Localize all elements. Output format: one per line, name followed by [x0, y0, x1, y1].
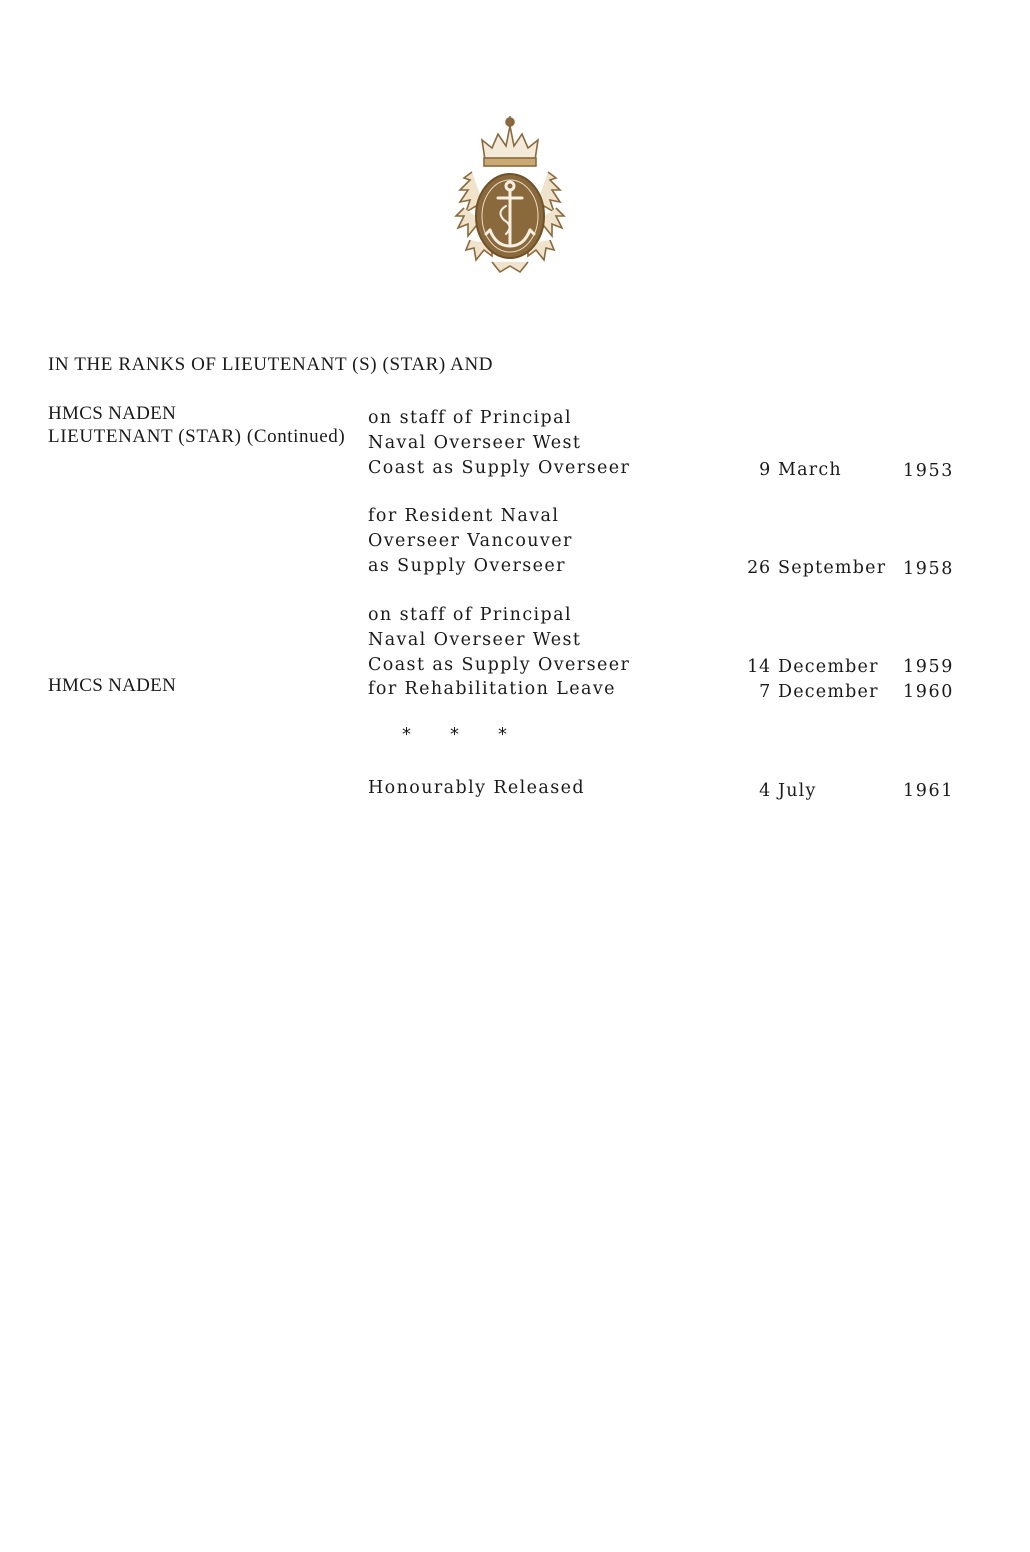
heading-line-1: IN THE RANKS OF LIEUTENANT (S) (STAR) AND: [48, 354, 494, 375]
entry-year: 1953: [903, 461, 954, 481]
entry-month: March: [778, 460, 842, 480]
entry-description-line: as Supply Overseer: [368, 556, 566, 576]
entry-day: 26: [747, 558, 771, 578]
ship-name: HMCS NADEN: [48, 675, 177, 696]
entry-day: 7: [759, 682, 771, 702]
entry-month: September: [778, 558, 887, 578]
naval-crest-icon: [440, 112, 580, 282]
entry-year: 1958: [903, 559, 954, 579]
entry-month: December: [778, 682, 879, 702]
release-year: 1961: [903, 781, 954, 801]
entry-day: 14: [747, 657, 771, 677]
separator: [402, 724, 546, 745]
entry-description-line: Coast as Supply Overseer: [368, 458, 631, 478]
entry-description-line: Naval Overseer West: [368, 630, 582, 650]
entry-description-line: Coast as Supply Overseer: [368, 655, 631, 675]
entry-description-line: on staff of Principal: [368, 408, 572, 428]
separator-star: *: [450, 724, 459, 745]
entry-year: 1960: [903, 682, 954, 702]
entry-description-line: Overseer Vancouver: [368, 531, 573, 551]
entry-year: 1959: [903, 657, 954, 677]
ship-name: HMCS NADEN: [48, 403, 177, 424]
entry-description-line: on staff of Principal: [368, 605, 572, 625]
release-day: 4: [759, 781, 771, 801]
release-month: July: [778, 781, 817, 801]
separator-star: *: [498, 724, 507, 745]
entry-description-line: Naval Overseer West: [368, 433, 582, 453]
entry-day: 9: [759, 460, 771, 480]
separator-star: *: [402, 724, 411, 745]
release-text: Honourably Released: [368, 778, 585, 798]
entry-description-line: for Rehabilitation Leave: [368, 679, 616, 699]
entry-month: December: [778, 657, 879, 677]
entry-description-line: for Resident Naval: [368, 506, 560, 526]
heading-line-2: LIEUTENANT (STAR) (Continued): [48, 426, 346, 447]
